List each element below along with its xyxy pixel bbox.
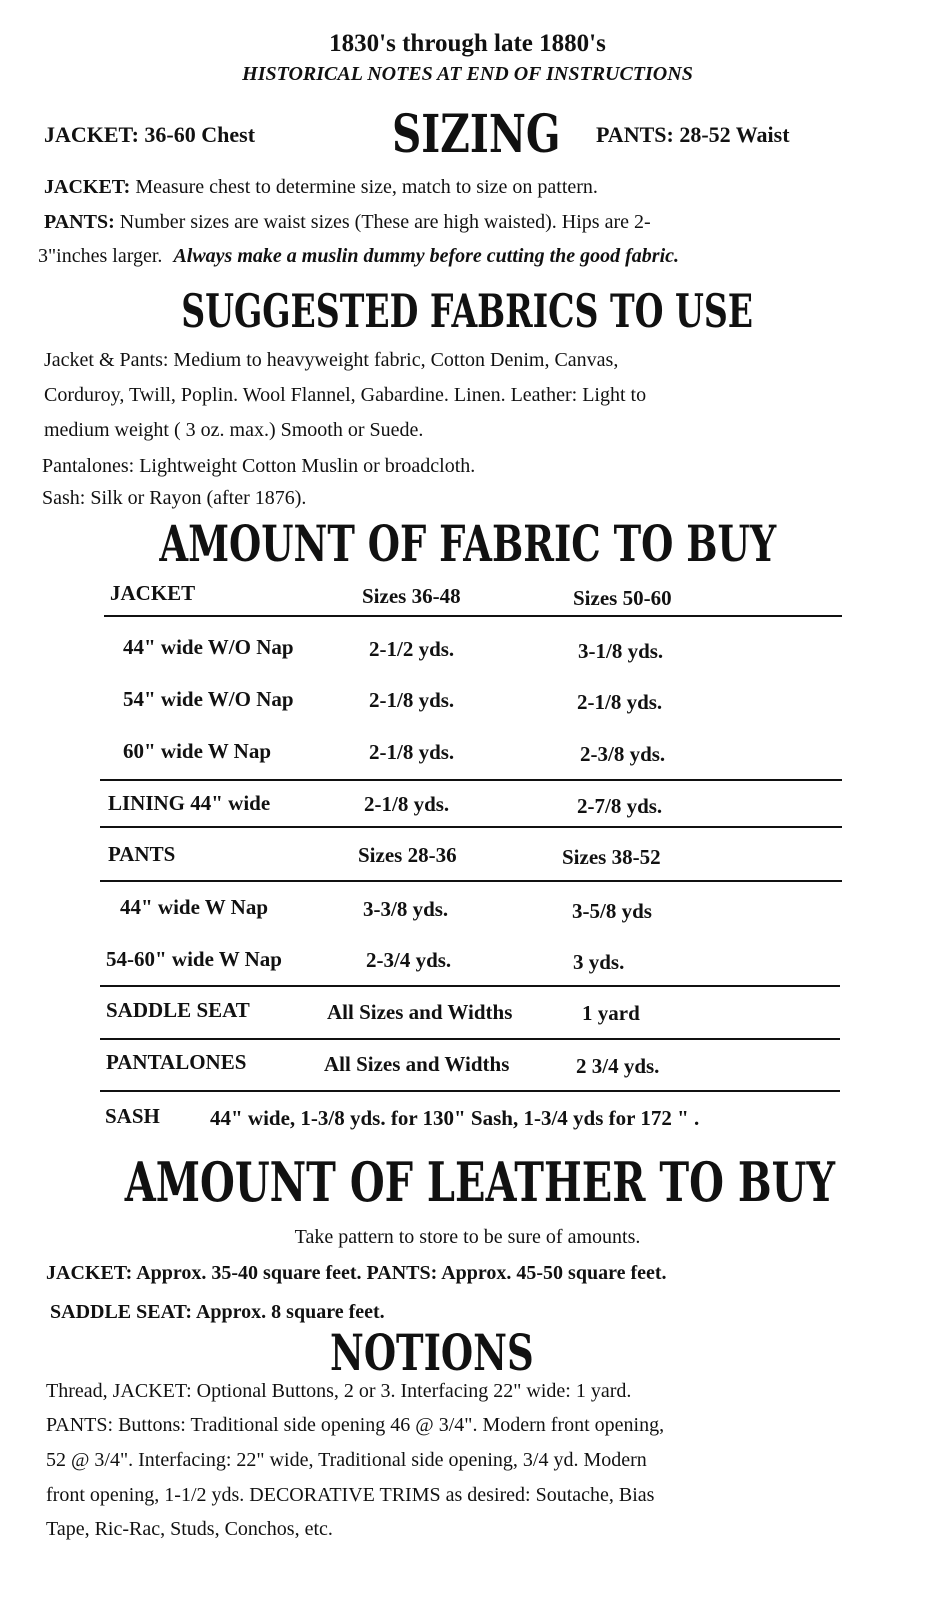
- sizing-title: SIZING: [392, 104, 561, 165]
- pants-row-1-width: 44" wide W Nap: [120, 895, 268, 919]
- pants-header-sizes-1: Sizes 28-36: [358, 843, 457, 867]
- leather-jacket-pants-amount: JACKET: Approx. 35-40 square feet. PANTS: Approx. 45-50 square feet.: [46, 1262, 667, 1284]
- notions-line-4: front opening, 1-1/2 yds. DECORATIVE TRIMS as desired: Soutache, Bias: [46, 1484, 655, 1506]
- table-divider: [100, 1090, 840, 1092]
- amount-of-leather-title: AMOUNT OF LEATHER TO BUY: [124, 1150, 835, 1214]
- pants-row-2-amount-1: 2-3/4 yds.: [366, 948, 452, 972]
- pants-row-2-width: 54-60" wide W Nap: [106, 947, 282, 971]
- suggested-fabrics-title: SUGGESTED FABRICS TO USE: [181, 284, 754, 338]
- historical-notes-subheading: HISTORICAL NOTES AT END OF INSTRUCTIONS: [242, 63, 693, 85]
- pants-sizing-note: [44, 211, 651, 234]
- jacket-sizing-label: JACKET:: [44, 176, 131, 198]
- leather-saddle-seat-amount: SADDLE SEAT: Approx. 8 square feet.: [50, 1301, 385, 1323]
- jacket-header-sizes-2: Sizes 50-60: [573, 586, 672, 610]
- table-divider: [100, 779, 842, 781]
- jacket-header-label: JACKET: [110, 581, 196, 605]
- pants-sizing-text: Number sizes are waist sizes (These are high waisted). Hips are 2-: [114, 211, 651, 233]
- pants-header-label: PANTS: [108, 842, 176, 866]
- pantalones-amount: 2 3/4 yds.: [576, 1054, 660, 1078]
- notions-line-1: Thread, JACKET: Optional Buttons, 2 or 3. Interfacing 22" wide: 1 yard.: [46, 1380, 632, 1402]
- pants-row-1-amount-2: 3-5/8 yds: [572, 899, 652, 923]
- lining-row-amount-2: 2-7/8 yds.: [577, 794, 663, 818]
- pants-sizing-text-2: 3"inches larger.: [38, 245, 163, 267]
- table-divider: [100, 985, 840, 987]
- notions-line-2: PANTS: Buttons: Traditional side opening 46 @ 3/4". Modern front opening,: [46, 1414, 665, 1436]
- muslin-dummy-warning: Always make a muslin dummy before cutting the good fabric.: [173, 245, 680, 267]
- pantalones-sizes: All Sizes and Widths: [324, 1052, 510, 1076]
- pants-size-range: PANTS: 28-52 Waist: [596, 122, 790, 147]
- sash-amount: 44" wide, 1-3/8 yds. for 130" Sash, 1-3/4 yds for 172 " .: [210, 1106, 700, 1130]
- fabrics-line-4: Pantalones: Lightweight Cotton Muslin or broadcloth.: [42, 455, 476, 477]
- saddle-seat-sizes: All Sizes and Widths: [327, 1000, 513, 1024]
- era-heading: 1830's through late 1880's: [329, 30, 606, 57]
- pants-row-2-amount-2: 3 yds.: [573, 950, 625, 974]
- saddle-seat-label: SADDLE SEAT: [106, 998, 250, 1022]
- jacket-row-3-amount-2: 2-3/8 yds.: [580, 742, 666, 766]
- notions-line-5: Tape, Ric-Rac, Studs, Conchos, etc.: [46, 1518, 333, 1540]
- table-divider: [104, 615, 842, 617]
- jacket-row-3-width: 60" wide W Nap: [123, 739, 271, 763]
- amount-of-fabric-title: AMOUNT OF FABRIC TO BUY: [159, 514, 776, 573]
- notions-line-3: 52 @ 3/4". Interfacing: 22" wide, Traditional side opening, 3/4 yd. Modern: [46, 1449, 647, 1471]
- jacket-row-1-width: 44" wide W/O Nap: [123, 635, 294, 659]
- leather-store-note: Take pattern to store to be sure of amounts.: [294, 1226, 641, 1248]
- fabrics-line-1: Jacket & Pants: Medium to heavyweight fabric, Cotton Denim, Canvas,: [44, 349, 619, 371]
- jacket-row-1-amount-2: 3-1/8 yds.: [578, 639, 664, 663]
- pants-sizing-label: PANTS:: [44, 211, 115, 233]
- pants-row-1-amount-1: 3-3/8 yds.: [363, 897, 449, 921]
- jacket-sizing-note: [44, 176, 598, 199]
- jacket-row-1-amount-1: 2-1/2 yds.: [369, 637, 455, 661]
- lining-row-label: LINING 44" wide: [108, 791, 271, 815]
- fabric-amount-title-wrap: [0, 514, 935, 573]
- jacket-sizing-text: Measure chest to determine size, match to size on pattern.: [130, 176, 598, 198]
- lining-row-amount-1: 2-1/8 yds.: [364, 792, 450, 816]
- table-divider: [100, 880, 842, 882]
- jacket-row-2-amount-1: 2-1/8 yds.: [369, 688, 455, 712]
- jacket-row-3-amount-1: 2-1/8 yds.: [369, 740, 455, 764]
- fabrics-line-2: Corduroy, Twill, Poplin. Wool Flannel, Gabardine. Linen. Leather: Light to: [44, 384, 647, 406]
- leather-title-wrap: [0, 1150, 935, 1214]
- table-divider: [100, 1038, 840, 1040]
- pants-sizing-note-continued: [38, 245, 679, 268]
- jacket-header-sizes-1: Sizes 36-48: [362, 584, 461, 608]
- jacket-row-2-width: 54" wide W/O Nap: [123, 687, 294, 711]
- pants-header-sizes-2: Sizes 38-52: [562, 845, 661, 869]
- fabrics-line-3: medium weight ( 3 oz. max.) Smooth or Suede.: [44, 419, 424, 441]
- sash-label: SASH: [105, 1104, 160, 1128]
- pantalones-label: PANTALONES: [106, 1050, 247, 1074]
- saddle-seat-amount: 1 yard: [582, 1001, 640, 1025]
- jacket-row-2-amount-2: 2-1/8 yds.: [577, 690, 663, 714]
- fabrics-line-5: Sash: Silk or Rayon (after 1876).: [42, 487, 307, 509]
- fabrics-title-wrap: [0, 284, 935, 338]
- jacket-size-range: JACKET: 36-60 Chest: [44, 122, 256, 147]
- notions-title: NOTIONS: [330, 1323, 534, 1382]
- table-divider: [100, 826, 842, 828]
